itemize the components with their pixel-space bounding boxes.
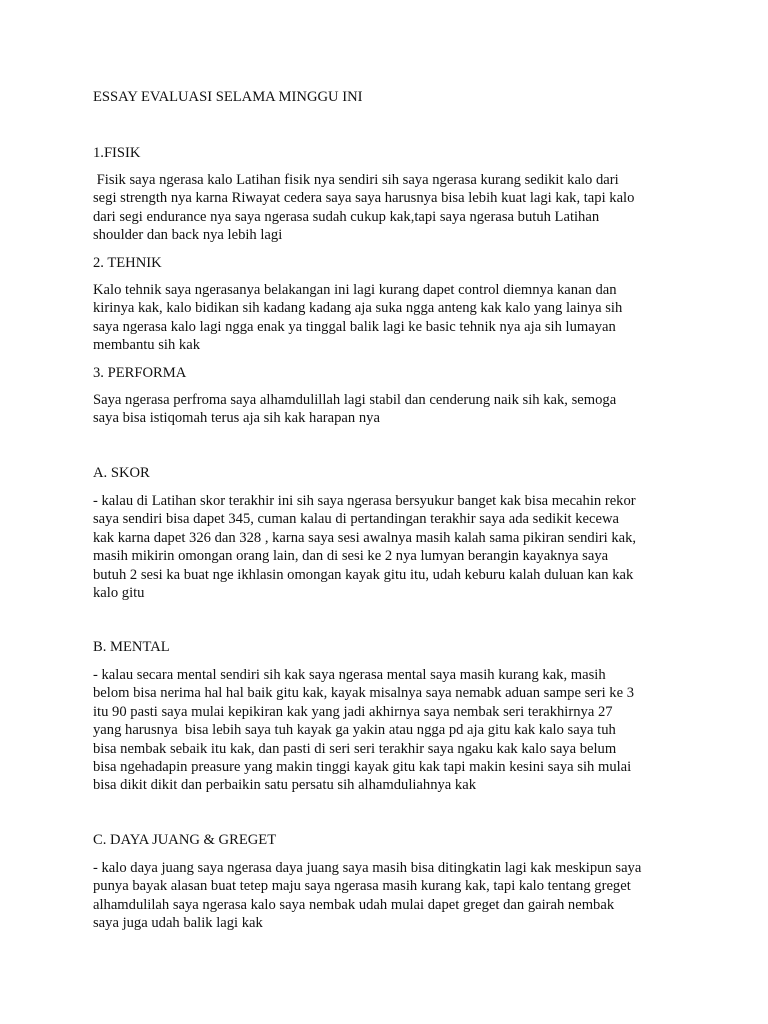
section-heading-tehnik: 2. TEHNIK bbox=[93, 255, 162, 271]
body-line: punya bayak alasan buat tetep maju saya ngerasa masih kurang kak, tapi kalo tentang greget bbox=[93, 878, 631, 895]
section-body-daya-juang bbox=[93, 859, 683, 933]
body-line: dari segi endurance nya saya ngerasa sudah cukup kak,tapi saya ngerasa butuh Latihan bbox=[93, 208, 600, 225]
body-line: bisa ngehadapin preasure yang makin tinggi kayak gitu kak tapi makin kesini saya sih mulai bbox=[93, 759, 632, 776]
body-line: butuh 2 sesi ka buat nge ikhlasin omongan kayak gitu itu, udah keburu kalah duluan kan kak bbox=[93, 566, 634, 583]
body-line: - kalo daya juang saya ngerasa daya juang saya masih bisa ditingkatin lagi kak meskipun saya bbox=[93, 860, 642, 876]
document-title: ESSAY EVALUASI SELAMA MINGGU INI bbox=[93, 89, 363, 105]
section-heading-mental: B. MENTAL bbox=[93, 639, 170, 655]
section-body-skor bbox=[93, 492, 683, 602]
section-heading-fisik: 1.FISIK bbox=[93, 145, 141, 161]
section-body-tehnik bbox=[93, 281, 683, 355]
body-line: saya juga udah balik lagi kak bbox=[93, 915, 263, 932]
section-body-mental bbox=[93, 666, 683, 795]
section-heading-skor: A. SKOR bbox=[93, 465, 150, 481]
body-line: Kalo tehnik saya ngerasanya belakangan ini lagi kurang dapet control diemnya kanan dan bbox=[93, 282, 617, 298]
body-line: itu 90 pasti saya mulai kepikiran kak yang jadi akhirnya saya nembak seri terakhirnya 27 bbox=[93, 703, 613, 720]
section-heading-performa: 3. PERFORMA bbox=[93, 365, 187, 381]
body-line: yang harusnya bisa lebih saya tuh kayak ga yakin atau ngga pd aja gitu kak kalo saya tuh bbox=[93, 722, 616, 739]
body-line: kirinya kak, kalo bidikan sih kadang kadang aja suka ngga anteng kak kalo yang lainya sih bbox=[93, 300, 623, 317]
section-body-fisik bbox=[93, 171, 683, 245]
body-line: shoulder dan back nya lebih lagi bbox=[93, 227, 283, 244]
body-line: - kalau secara mental sendiri sih kak saya ngerasa mental saya masih kurang kak, masih bbox=[93, 667, 606, 683]
body-line: Saya ngerasa perfroma saya alhamdulillah lagi stabil dan cenderung naik sih kak, semoga bbox=[93, 392, 617, 408]
section-heading-daya-juang: C. DAYA JUANG & GREGET bbox=[93, 832, 277, 848]
body-line: bisa dikit dikit dan perbaikin satu persatu sih alhamduliahnya kak bbox=[93, 777, 477, 794]
body-line: kalo gitu bbox=[93, 585, 145, 602]
body-line: saya ngerasa kalo lagi ngga enak ya tinggal balik lagi ke basic tehnik nya aja sih lumayan bbox=[93, 318, 616, 335]
body-line: - kalau di Latihan skor terakhir ini sih saya ngerasa bersyukur banget kak bisa mecahin rekor bbox=[93, 493, 636, 509]
body-line: saya bisa istiqomah terus aja sih kak harapan nya bbox=[93, 410, 380, 427]
body-line: alhamdulilah saya ngerasa kalo saya nembak udah mulai dapet greget dan gairah nembak bbox=[93, 896, 615, 913]
body-line: saya sendiri bisa dapet 345, cuman kalau di pertandingan terakhir saya ada sedikit kecewa bbox=[93, 511, 619, 528]
body-line: segi strength nya karna Riwayat cedera saya saya harusnya bisa lebih kuat lagi kak, tapi kalo bbox=[93, 190, 635, 207]
body-line: membantu sih kak bbox=[93, 337, 201, 354]
body-line: masih mikirin omongan orang lain, dan di sesi ke 2 nya lumyan berangin kayaknya saya bbox=[93, 548, 609, 565]
body-line: bisa nembak sebaik itu kak, dan pasti di seri seri terakhir saya ngaku kak kalo saya belum bbox=[93, 740, 617, 757]
body-line: belom bisa nerima hal hal baik gitu kak, kayak misalnya saya nemabk aduan sampe seri ke 3 bbox=[93, 685, 635, 702]
body-line: Fisik saya ngerasa kalo Latihan fisik nya sendiri sih saya ngerasa kurang sedikit kalo dari bbox=[93, 172, 619, 188]
body-line: kak karna dapet 326 dan 328 , karna saya sesi awalnya masih kalah sama pikiran sendiri kak, bbox=[93, 529, 637, 546]
section-body-performa bbox=[93, 391, 683, 428]
